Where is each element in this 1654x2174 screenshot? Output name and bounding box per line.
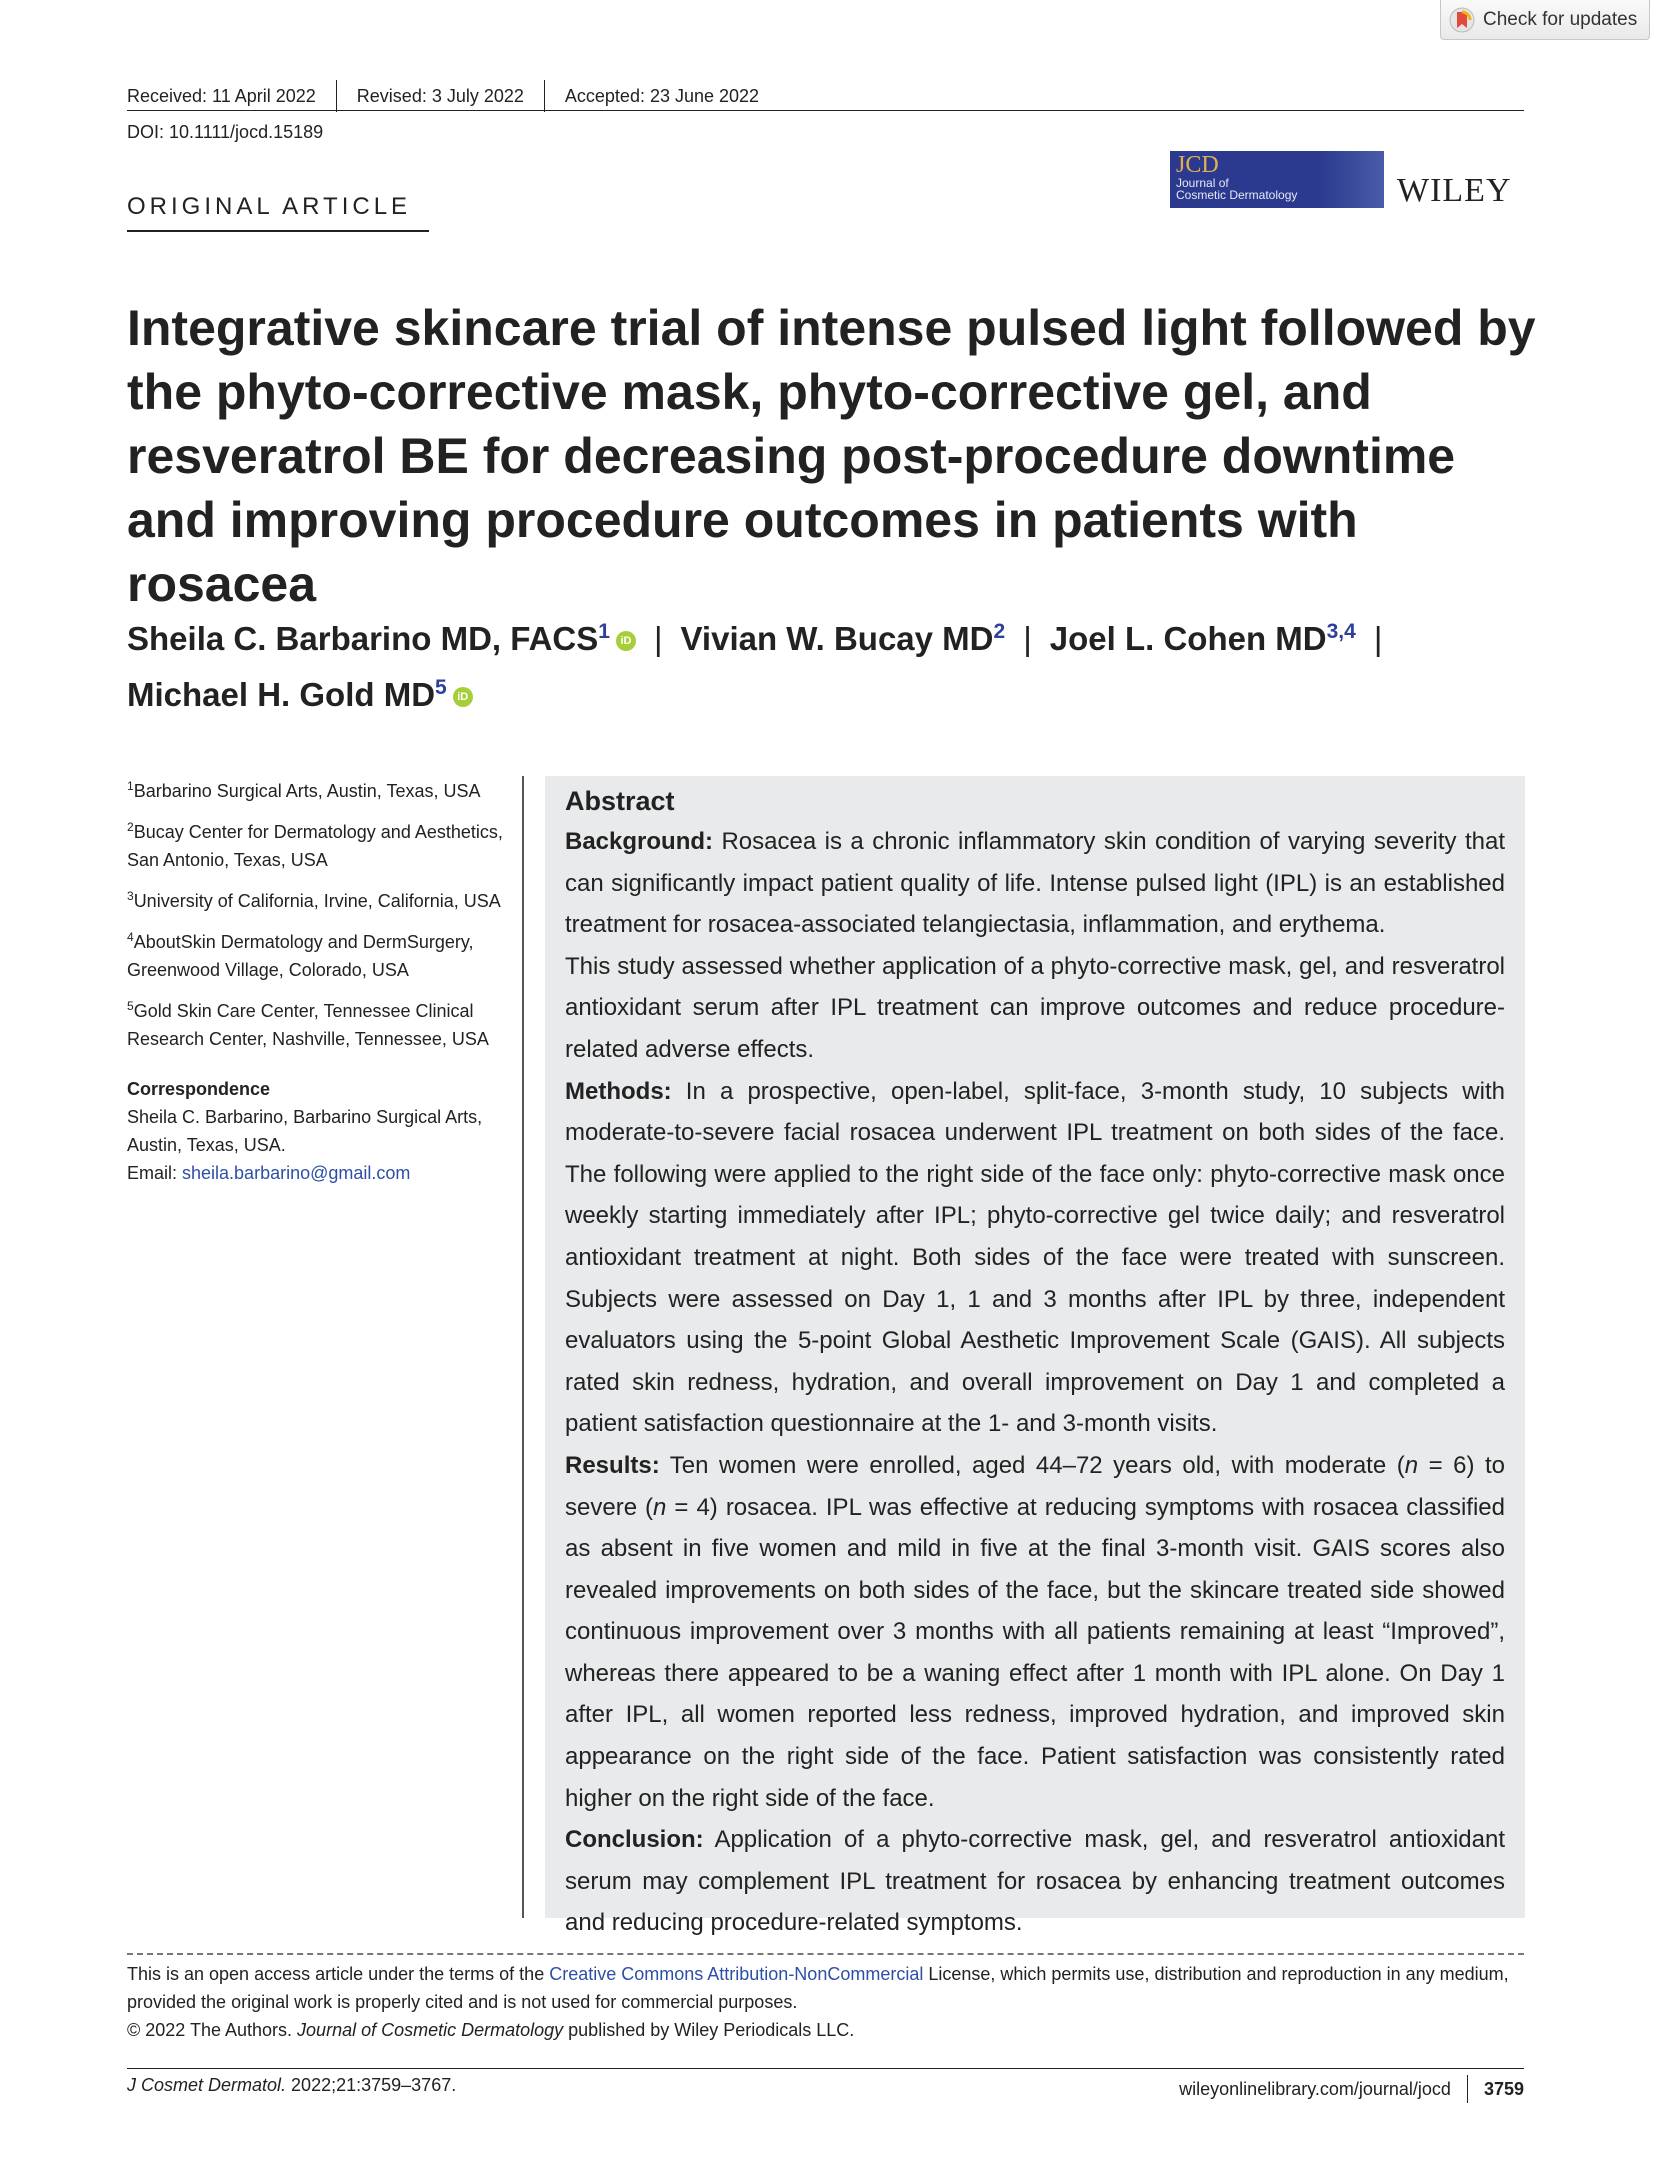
divider	[336, 80, 337, 112]
check-updates-icon	[1449, 7, 1475, 33]
affiliation: $^2$Bucay Center for Dermatology and Aesthetics, San Antonio, Texas, USA	[127, 820, 503, 870]
citation: J Cosmet Dermatol. 2022;21:3759–3767.	[127, 2075, 457, 2095]
section-label: ORIGINAL ARTICLE	[127, 193, 412, 220]
article-title: Integrative skincare trial of intense pulsed light followed by the phyto-corrective mask, phyto-corrective gel, and resveratrol BE for decreasing post-procedure downtime and improving procedure outcomes in patients with rosacea	[127, 300, 1536, 612]
abstract-box	[545, 776, 1525, 1937]
license-separator	[127, 1953, 1524, 1955]
journal-logo-abbr: JCD	[1176, 152, 1219, 178]
journal-logo-line1: Journal of	[1176, 176, 1229, 190]
affiliation: $^3$University of California, Irvine, California, USA	[127, 889, 501, 911]
check-updates-label: Check for updates	[1483, 8, 1638, 30]
correspondence-email-row: Email: sheila.barbarino@gmail.com	[127, 1163, 411, 1183]
affiliation: $^5$Gold Skin Care Center, Tennessee Clinical Research Center, Nashville, Tennessee, USA	[127, 999, 489, 1049]
orcid-icon[interactable]: iD	[616, 631, 636, 651]
author[interactable]: Vivian W. Bucay $MD^2$	[680, 620, 1006, 657]
author[interactable]: Joel L. Cohen MD$^{3,4}$	[1049, 620, 1356, 657]
footer-right	[1179, 2075, 1524, 2103]
email-link[interactable]: sheila.barbarino@gmail.com	[182, 1163, 411, 1183]
orcid-icon[interactable]: iD	[453, 687, 473, 707]
license-link[interactable]: Creative Commons Attribution-NonCommercial	[549, 1964, 924, 1984]
footer-rule	[127, 2068, 1524, 2069]
abstract-results: Results: Ten women were enrolled, aged 44–72 years old, with moderate (n = 6) to severe (n = 4) rosacea. IPL was effective at reducing symptoms with rosacea classified as absent in five women and mild in five at the final 3-month visit. GAIS scores also revealed improvements on both sides of the face, but the skincare treated side showed continuous improvement over 3 months with all patients remaining at least “Improved”, whereas there appeared to be a waning effect after 1 month with IPL alone. On Day 1 after IPL, all women reported less redness, improved hydration, and improved skin appearance on the right side of the face. Patient satisfaction was consistently rated higher on the right side of the face.	[565, 1451, 1505, 1812]
author[interactable]: Sheila C. Barbarino MD, FACS$^1$	[127, 620, 610, 657]
journal-logo-line2: Cosmetic Dermatology	[1176, 188, 1298, 202]
accepted-date: Accepted: 23 June 2022	[564, 85, 760, 106]
page-number: 3759	[1483, 2078, 1524, 2099]
author-list: Sheila C. Barbarino MD, FACS$^1$ iD | Vivian W. Bucay $MD^2$ | Joel L. Cohen MD$^{3,4}$ | Michael H. Gold $MD^5$ iD	[127, 620, 1383, 713]
correspondence-title: Correspondence	[127, 1079, 271, 1099]
section-underline	[127, 230, 429, 232]
journal-logo	[1170, 151, 1384, 208]
doi[interactable]: DOI: 10.1111/jocd.15189	[127, 122, 324, 142]
affiliations	[127, 772, 507, 1187]
abstract-background: Background: Rosacea is a chronic inflammatory skin condition of varying severity that can significantly impact patient quality of life. Intense pulsed light (IPL) is an established treatment for rosacea-associated telangiectasia, inflammation, and erythema.	[565, 828, 1505, 939]
dates-row	[127, 80, 759, 112]
abstract-conclusion: Conclusion: Application of a phyto-corrective mask, gel, and resveratrol antioxidant serum may complement IPL treatment for rosacea by enhancing treatment outcomes and reducing procedure-related symptoms.	[565, 1826, 1505, 1937]
check-for-updates-button[interactable]	[1440, 0, 1650, 40]
license-text: This is an open access article under the terms of the Creative Commons Attribution-NonCommercial License, which permits use, distribution and reproduction in any medium, provided the original work is properly cited and is not used for commercial purposes. © 2022 The Authors. Journal of Cosmetic Dermatology published by Wiley Periodicals LLC.	[127, 1964, 1509, 2040]
author[interactable]: Michael H. Gold $MD^5$	[127, 676, 447, 713]
journal-url[interactable]: wileyonlinelibrary.com/journal/jocd	[1179, 2078, 1451, 2099]
received-date: Received: 11 April 2022	[127, 85, 316, 106]
abstract-title: Abstract	[565, 786, 675, 816]
affiliation: $^4$AboutSkin Dermatology and DermSurgery, Greenwood Village, Colorado, USA	[127, 930, 474, 980]
affiliation: $^1$Barbarino Surgical Arts, Austin, Texas, USA	[127, 779, 481, 801]
abstract-methods: Methods: In a prospective, open-label, split-face, 3-month study, 10 subjects with moderate-to-severe facial rosacea underwent IPL treatment on both sides of the face. The following were applied to the right side of the face only: phyto-corrective mask once weekly starting immediately after IPL; phyto-corrective gel twice daily; and resveratrol antioxidant treatment at night. Both sides of the face were treated with sunscreen. Subjects were assessed on Day 1, 1 and 3 months after IPL by three, independent evaluators using the 5-point Global Aesthetic Improvement Scale (GAIS). All subjects rated skin redness, hydration, and overall improvement on Day 1 and completed a patient satisfaction questionnaire at the 1- and 3-month visits.	[565, 1077, 1505, 1438]
column-divider	[522, 776, 524, 1918]
header-rule	[127, 110, 1524, 111]
divider	[544, 80, 545, 112]
correspondence-text: Sheila C. Barbarino, Barbarino Surgical Arts, Austin, Texas, USA.	[127, 1107, 483, 1155]
abstract-aim: This study assessed whether application of a phyto-corrective mask, gel, and resveratrol antioxidant serum after IPL treatment can improve outcomes and reduce procedure-related adverse effects.	[565, 952, 1505, 1063]
divider	[1467, 2075, 1468, 2103]
revised-date: Revised: 3 July 2022	[356, 85, 524, 106]
publisher-logo: WILEY	[1397, 172, 1512, 209]
